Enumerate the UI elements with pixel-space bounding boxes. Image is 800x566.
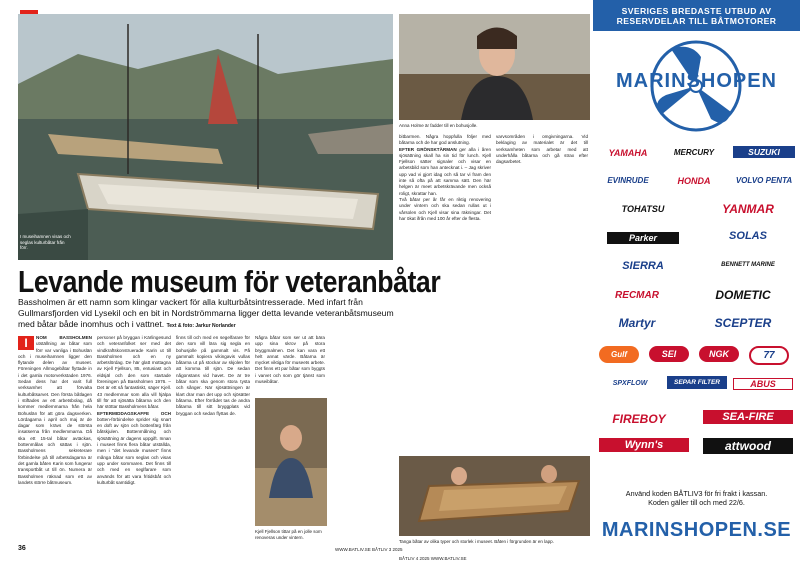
column-2-text: personer på bryggan i Kärlingesund och veteranfolket ser med det vindkraftskonstruerade Karin ut till Bassholmen och en ny arbetslördag. De här glatt mottagna av Kjell Fjellson, 85, entusiast och eldsjäl och den som startade föreningen på Bassholmen 1976. – Det är ett så fantastiskt, säger Kjell. 43 medlemmar som alla vill hjälpa till för att sjösätta båtarna och den här stöttar Bassholmens båtar. — [97, 335, 171, 410]
right-footer: BÅTLIV 4 2025 WWW.BATLIV.SE — [399, 556, 467, 561]
brand-gulf: Gulf — [599, 346, 639, 363]
byline: Text & foto: Jarkur Norlander — [166, 323, 236, 329]
column-1-text: utställning av båtar som förr var vanliga i Bohuslän och i museihamnen ligger den flytande delen av museet. Föreningen Allmogebåtar flyttade in i det gamla motorverkstaden 1976. Sedan dess har det varit full verksamhet att förvalta kulturbåtsarvet. Den första båtlagen i stiftades av ett arbetsbolag, då kommer medlemmarna från hela Bohuslän för att göra dagsverken. Lördagarna i april och maj är de dagar som krävs de största insatserna från medlemmarna. Då ska ett 15-tal båtar avtäckas, bottenmålas och sättas i sjön. Bassholmens sekreterare förbindelse på till arbetsdagarna är det gamla båten Karin som fungerar transportbåt ut till ön. Numera är Bassholmen räknad som ett av landets större båtmuseum. — [18, 341, 92, 485]
coupon-code-text: Använd koden BÅTLIV3 för fri frakt i kassan. — [625, 489, 768, 498]
brand-recmar: RECMAR — [615, 290, 659, 301]
column-2 — [97, 335, 171, 545]
brand-separ-filter: SEPAR FILTER — [667, 376, 727, 389]
column-1 — [18, 335, 92, 545]
column-3 — [176, 335, 250, 545]
brand-77: 77 — [749, 346, 789, 365]
column-6-text: varvsområden i omgivningarna. Vid beklaging av materialet är det till verksamheten som arbetar med att underhålla båtarna och gå strax efter dagsarbetet. — [496, 134, 588, 165]
brand-solas: SOLAS — [729, 230, 767, 242]
ingress-text: Bassholmen är ett namn som klingar vackert för alla kulturbåtsintresserade. Med infart från Gullmarsfjorden vid Lysekil och en bit in Nordströmmarna ligger detta levande veteranbåtsmuseum med båtar både inomhus och i vattnet. — [18, 297, 394, 329]
brand-scepter: SCEPTER — [714, 316, 772, 330]
brand-parker: Parker — [607, 232, 679, 244]
column-5-text-3: Två båtar per år får en riktig renovering under vintern och ska sedan rullas ut i vårsolen och Kjell visar sina räkningar. Det har ökat ifrån med 100 år efter de flesta. — [399, 196, 491, 221]
brand-evinrude: EVINRUDE — [607, 176, 649, 185]
workshop-caption: Kjell Fjellson tittar på en jolle som renoveras under vintern. — [255, 529, 322, 540]
brand-sei: SEI — [649, 346, 689, 362]
harbour-photo-caption: I museihamnen visas och seglas kulturbåtar från förr. — [20, 234, 71, 250]
left-footer: WWW.BATLIV.SE BÅTLIV 3 2025 — [335, 547, 403, 552]
brand-wynns: Wynn's — [599, 438, 689, 452]
coupon-valid-text: Koden gäller till och med 22/6. — [648, 498, 745, 507]
ad-banner-text: SVERIGES BREDASTE UTBUD AV RESERVDELAR TILL BÅTMOTORER — [616, 6, 777, 26]
marinshopen-logo-text: MARINSHOPEN — [615, 70, 777, 92]
brand-mercury: MERCURY — [673, 148, 715, 157]
brand-fireboy: FIREBOY — [612, 412, 666, 426]
brand-dometic: DOMETIC — [715, 288, 771, 302]
boat-interior-photo — [399, 456, 590, 536]
column-4-text: Några båtar som ser ut att bära upp sina skrov på stora bryggmalmen. Det kan vara ett helt annat värde. Båtarna är mycket viktiga för museets arbete. Det finns ett par båtar som byggts i varvet och som gör tjänst som museibåtar. — [255, 335, 325, 385]
brand-attwood: attwood — [703, 438, 793, 454]
ad-website: MARINSHOPEN.SE — [601, 519, 792, 541]
brand-sierra: SIERRA — [622, 260, 664, 272]
brand-honda: HONDA — [677, 176, 711, 186]
brand-volvo-penta: VOLVO PENTA — [735, 176, 793, 185]
brand-abus: ABUS — [733, 378, 793, 390]
harbour-photo — [18, 14, 393, 260]
column-5-text: bitbarmen. Några hoppfulla följer med båtarna och de har god anslutning. — [399, 134, 491, 146]
brand-tohatsu: TOHATSU — [621, 204, 665, 214]
brand-spxflow: SPXFLOW — [612, 380, 648, 387]
column-2-text-2: botten-förbindelse sprider sig snart en doft av sjön och bottenfärg från båtskjulen. Bottenmålning och sjösättning är dagens uppgift. Innan i museet finns flera båtar utställda, men i "det levande museet" finns många båtar som seglas och visas upp under sommaren. Det finns till och med en seglfarare som används för att vara fritidsbåt och kulturbåt samtidigt. — [97, 416, 171, 485]
ad-coupon — [593, 489, 800, 507]
brand-ngk: NGK — [699, 346, 739, 362]
ingress — [18, 297, 398, 332]
brand-bennett-marine: BENNETT MARINE — [721, 262, 775, 268]
dropcap: I — [18, 336, 34, 350]
portrait-caption: Anna Holme är fadder till en bohusjolle. — [399, 123, 478, 128]
page-number: 36 — [18, 545, 26, 552]
column-1-lead: NOM BASSHOLMEN — [36, 335, 92, 340]
column-5-subhead: EFTER GRÖNSKTÄRMAN — [399, 146, 457, 152]
column-4 — [255, 335, 325, 395]
workshop-photo — [255, 398, 327, 526]
brand-yamaha: YAMAHA — [608, 148, 648, 158]
column-6 — [496, 134, 588, 454]
column-2-subhead: EFTERMIDDAGSKAFFE OCH — [97, 410, 171, 416]
marinshopen-ad — [593, 0, 800, 566]
headline: Levande museum för veteranbåtar — [18, 264, 441, 299]
brand-suzuki: SUZUKI — [733, 146, 795, 158]
column-3-text: finns till och med en segelfarare för den som vill lära sig segla en bohusjolle på gammalt vis. På gammalt kopiera vikingavis vullas båtarna ut på stockar av skjolen för att komma till sjön. De sedan någonstans vid havet. De är tre båtar som ska genom stora tysta och sånger. När sjösättningen är klart drar man det upp och sjösätter båtarna. Efter förrådet tas de andra båtarna till sitt bryggplats vid bryggan och sedan flyttas de. — [176, 335, 250, 416]
brand-sea-fire: SEA-FIRE — [703, 410, 793, 424]
column-5-text-2: ger alla i åren sjösättning skall ha sin tid för lunch. Kjell Fjellson sätter signaler och visar en arbetsbild som han antecknat i. – Jag skriver upp vad vi gjort idag och så tar vi fram den inte så ofta på att samma sätt. Den här helgen är meet arbetskrävande men också roligt, skrattar han. — [399, 146, 491, 196]
brand-yanmar: YANMAR — [722, 202, 774, 216]
brand-martyr: Martyr — [618, 316, 656, 330]
portrait-photo — [399, 14, 590, 120]
boat-interior-caption: Tanga båtar av olika typer och storlek i museet. Båten i förgrunden är en lapp. — [399, 539, 554, 544]
column-5 — [399, 134, 491, 454]
